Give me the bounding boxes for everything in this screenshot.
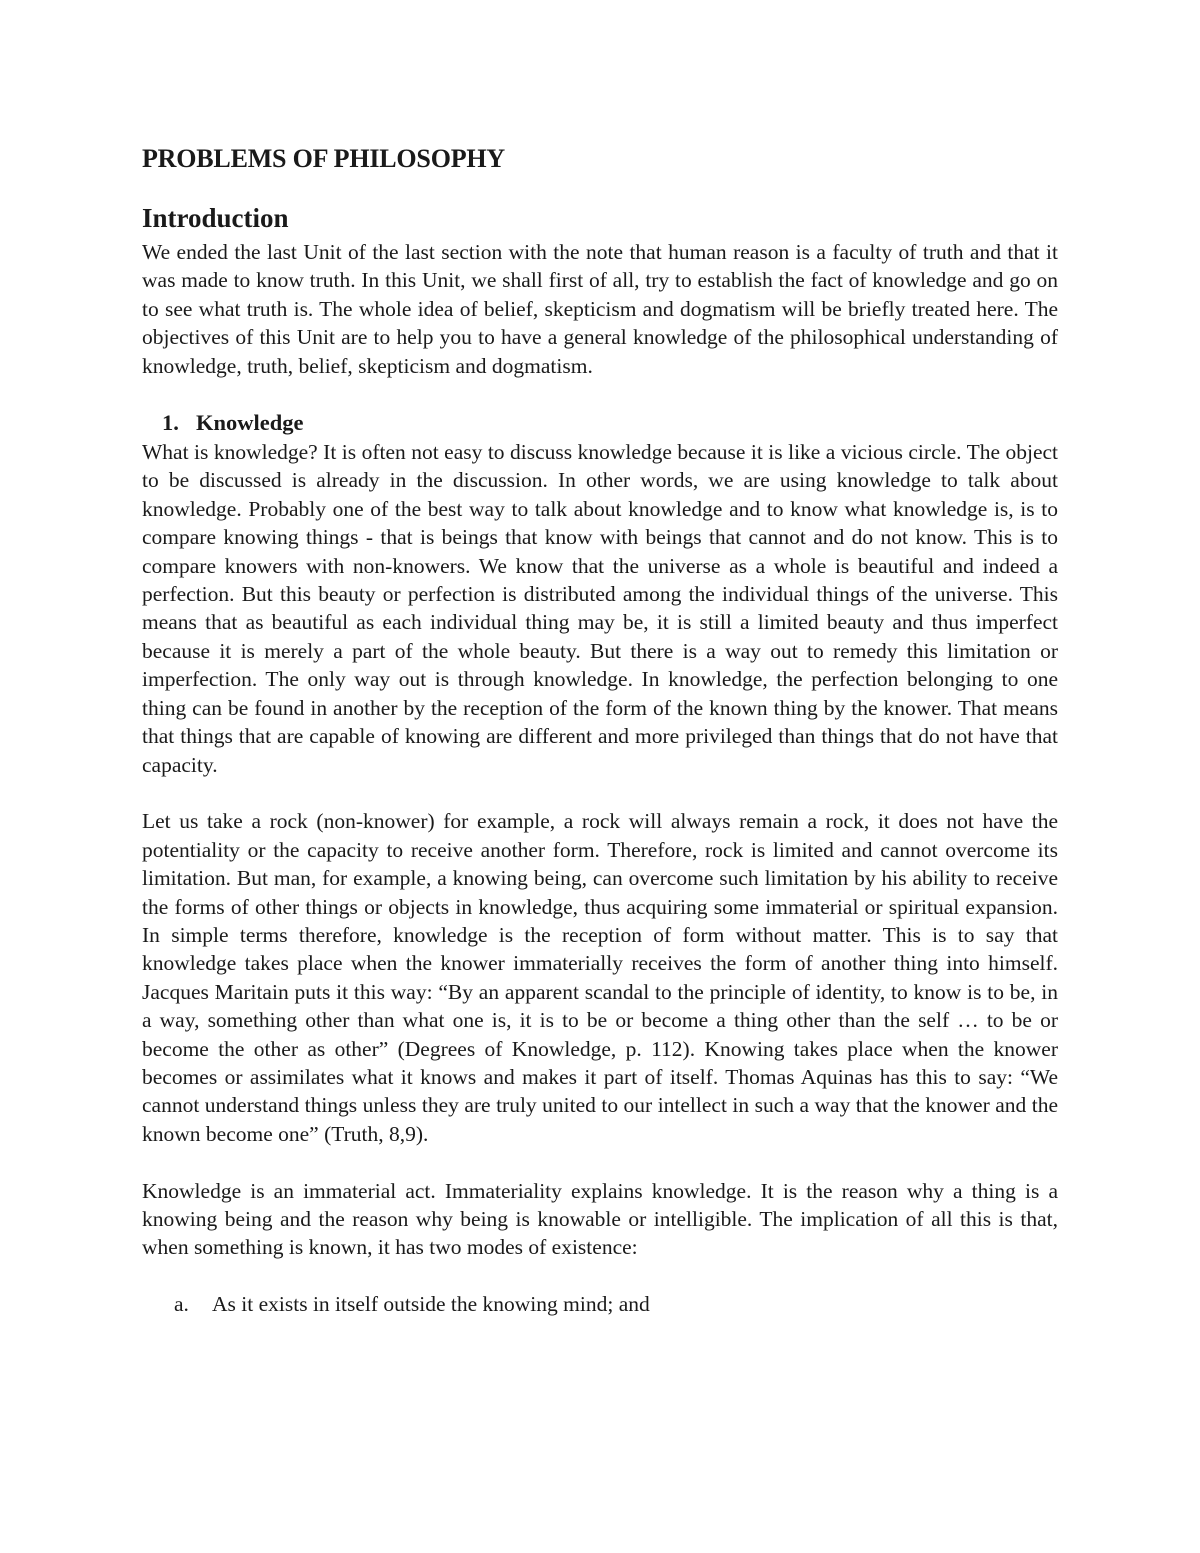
section-number: 1. [162,410,179,436]
list-item-marker: a. [174,1291,189,1316]
document-page [142,140,1058,1318]
introduction-paragraph: We ended the last Unit of the last section with the note that human reason is a faculty of truth and that it was made to know truth. In this Unit, we shall first of all, try to establish the fact of knowledge and go on to see what truth is. The whole idea of belief, skepticism and dogmatism will be briefly treated here. The objectives of this Unit are to help you to have a general knowledge of the philosophical understanding of knowledge, truth, belief, skepticism and dogmatism. [142,240,1058,378]
knowledge-paragraph-2: Let us take a rock (non-knower) for example, a rock will always remain a rock, it does not have the potentiality or the capacity to receive another form. Therefore, rock is limited and cannot overcome its limitation. But man, for example, a knowing being, can overcome such limitation by his ability to receive the forms of other things or objects in knowledge, thus acquiring some immaterial or spiritual expansion. In simple terms therefore, knowledge is the reception of form without matter. This is to say that knowledge takes place when the knower immaterially receives the form of another thing into himself. Jacques Maritain puts it this way: “By an apparent scandal to the principle of identity, to know is to be, in a way, something other than what one is, it is to be or become a thing other than the self … to be or become the other as other” (Degrees of Knowledge, p. 112). Knowing takes place when the knower becomes or assimilates what it knows and makes it part of itself. Thomas Aquinas has this to say: “We cannot understand things unless they are truly united to our intellect in such a way that the knower and the known become one” (Truth, 8,9). [142,809,1058,1146]
modes-of-existence-list [142,1290,1058,1318]
document-title: PROBLEMS OF PHILOSOPHY [142,144,506,173]
list-item-text: As it exists in itself outside the knowing mind; and [212,1291,650,1316]
knowledge-paragraph-1: What is knowledge? It is often not easy to discuss knowledge because it is like a vicious circle. The object to be discussed is already in the discussion. In other words, we are using knowledge to talk about knowledge. Probably one of the best way to talk about knowledge and to know what knowledge is, is to compare knowing things - that is beings that know with beings that cannot and do not know. This is to compare knowers with non-knowers. We know that the universe as a whole is beautiful and indeed a perfection. But this beauty or perfection is distributed among the individual things of the universe. This means that as beautiful as each individual thing may be, it is still a limited beauty and thus imperfect because it is merely a part of the whole beauty. But there is a way out to remedy this limitation or imperfection. The only way out is through knowledge. In knowledge, the perfection belonging to one thing can be found in another by the reception of the form of the known thing by the knower. That means that things that are capable of knowing are different and more privileged than things that do not have that capacity. [142,440,1058,777]
introduction-heading: Introduction [142,203,289,233]
section-knowledge-heading [142,408,1058,438]
list-item [142,1290,1058,1318]
section-title: Knowledge [196,410,304,436]
knowledge-paragraph-3: Knowledge is an immaterial act. Immateriality explains knowledge. It is the reason why a thing is a knowing being and the reason why being is knowable or intelligible. The implication of all this is that, when something is known, it has two modes of existence: [142,1178,1058,1260]
